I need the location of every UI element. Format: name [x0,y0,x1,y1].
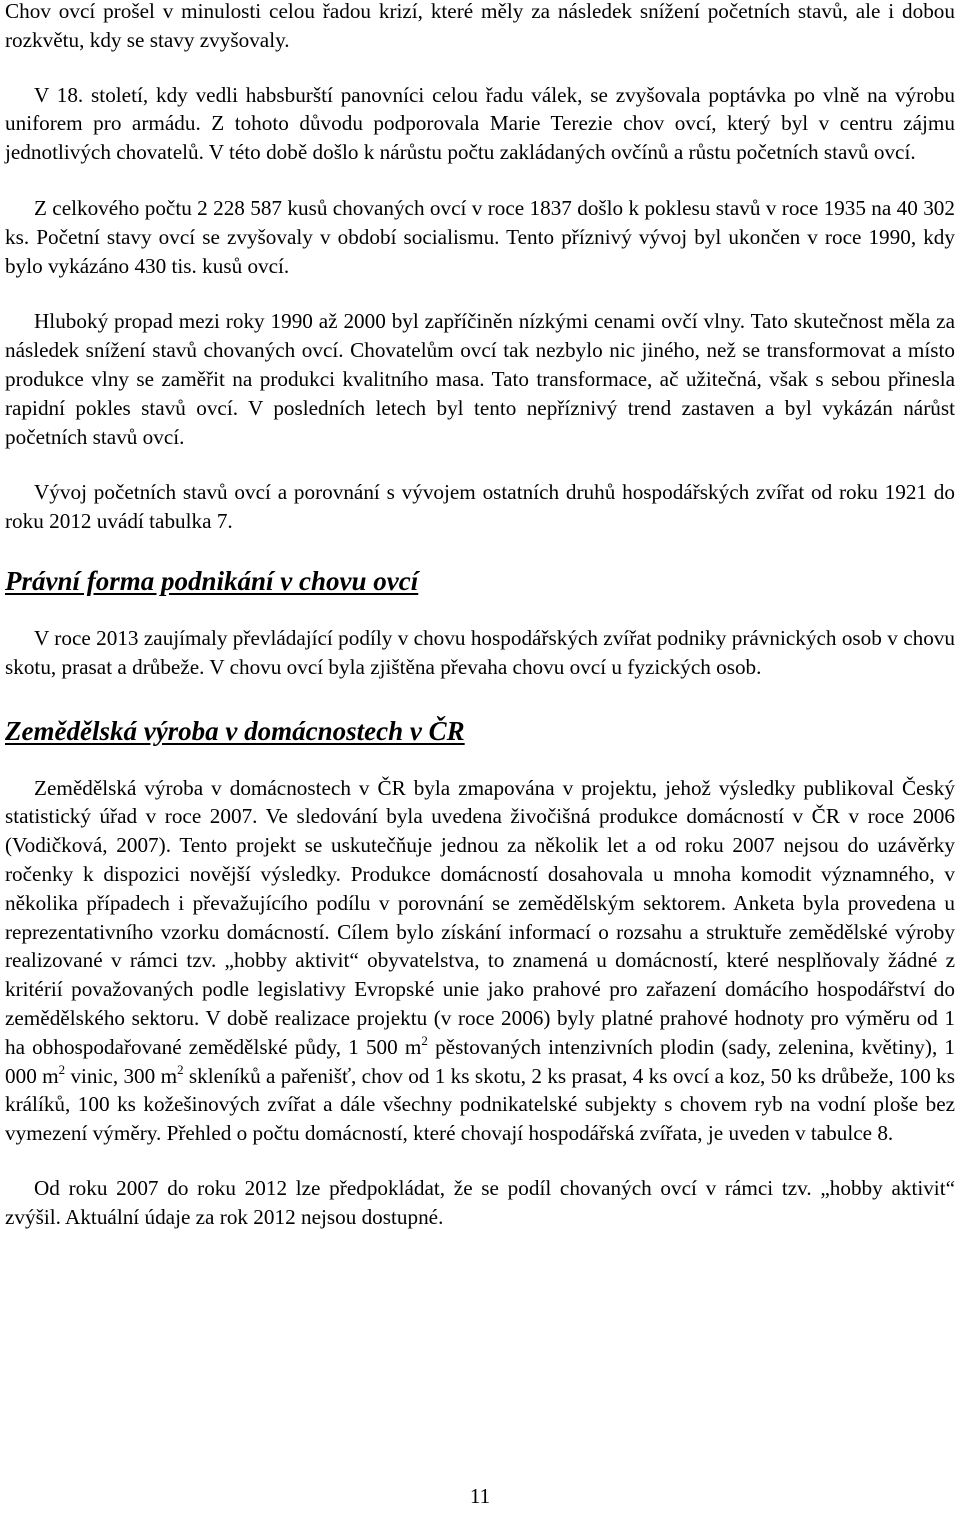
heading-legal-form: Právní forma podnikání v chovu ovcí [5,565,419,596]
paragraph-household-production [5,774,955,1148]
paragraph-sheep-history: Chov ovcí prošel v minulosti celou řadou krizí, které měly za následek snížení početních stavů, ale i dobou rozkvětu, kdy se stavy zvyšovaly. [5,0,955,52]
household-text-part-2: pěstovaných intenzivních plodin (sady, zelenina, květiny), 1 000 m [5,1034,956,1088]
paragraph-18th-century: V 18. století, kdy vedli habsburští panovníci celou řadu válek, se zvyšovala poptávka po vlně na výrobu uniforem pro armádu. Z tohoto důvodu podporovala Marie Terezie chov ovcí, který byl v centru zájmu jednotlivých chovatelů. V této době došlo k nárůstu počtu zakládaných ovčínů a růstu početních stavů ovcí. [5,82,955,165]
superscript-2: 2 [58,1061,66,1077]
paragraph-hobby-activities: Od roku 2007 do roku 2012 lze předpokládat, že se podíl chovaných ovcí v rámci tzv. „hobby aktivit“ zvýšil. Aktuální údaje za rok 2012 nejsou dostupné. [5,1175,955,1229]
paragraph-legal-form: V roce 2013 zaujímaly převládající podíly v chovu hospodářských zvířat podniky právnických osob v chovu skotu, prasat a drůbeže. V chovu ovcí byla zjištěna převaha chovu ovcí u fyzických osob. [5,625,955,679]
household-text-part-1: Zemědělská výroba v domácnostech v ČR byla zmapována v projektu, jehož výsledky publikoval Český statistický úřad v roce 2007. Ve sledování byla uvedena živočišná produkce domácností v ČR v roce 2006 (Vodičková, 2007). Tento projekt se uskutečňuje jednou za několik let a od roku 2007 nejsou do uzávěrky ročenky k dispozici novější výsledky. Produkce domácností dosahovala u mnoha komodit významného, v několika případech i převažujícího podílu v porovnání se zemědělským sektorem. Anketa byla provedena u reprezentativního vzorku domácností. Cílem bylo získání informací o rozsahu a struktuře zemědělské výroby realizované v rámci tzv. „hobby aktivit“ obyvatelstva, to znamená u domácností, které nesplňovaly žádné z kritérií považovaných podle legislativy Evropské unie jako prahové pro zařazení domácího hospodářství do zemědělského sektoru. V době realizace projektu (v roce 2006) byly platné prahové hodnoty pro výměru od 1 ha obhospodařované zemědělské půdy, 1 500 m [5,775,955,1059]
superscript-2: 2 [421,1032,428,1048]
paragraph-decline-1990-2000: Hluboký propad mezi roky 1990 až 2000 byl zapříčiněn nízkými cenami ovčí vlny. Tato skutečnost měla za následek snížení stavů chovaných ovcí. Chovatelům ovcí tak nezbylo nic jiného, než se transformovat a místo produkce vlny se zaměřit na produkci kvalitního masa. Tato transformace, ač užitečná, však s sebou přinesla rapidní pokles stavů ovcí. V posledních letech byl tento nepříznivý trend zastaven a byl vykázán nárůst početních stavů ovcí. [5,309,955,449]
household-text-part-3: vinic, 300 m [65,1063,178,1088]
heading-household-production: Zemědělská výroba v domácnostech v ČR [5,715,465,746]
superscript-2: 2 [177,1061,184,1077]
household-text-part-4: skleníků a pařenišť, chov od 1 ks skotu, 2 ks prasat, 4 ks ovcí a koz, 50 ks drůbeže, 100 ks králíků, 100 ks kožešinových zvířat a dále všechny podnikatelské subjekty s chovem ryb na vodní ploše bez vymezení výměry. Přehled o počtu domácností, které chovají hospodářská zvířata, je uveden v tabulce 8. [5,1063,955,1146]
paragraph-table-7-reference: Vývoj početních stavů ovcí a porovnání s vývojem ostatních druhů hospodářských zvířat od roku 1921 do roku 2012 uvádí tabulka 7. [5,480,955,534]
document-page [5,0,955,1232]
page-number: 11 [469,1484,491,1508]
paragraph-sheep-counts: Z celkového počtu 2 228 587 kusů chovaných ovcí v roce 1837 došlo k poklesu stavů v roce 1935 na 40 302 ks. Početní stavy ovcí se zvyšovaly v období socialismu. Tento příznivý vývoj byl ukončen v roce 1990, kdy bylo vykázáno 430 tis. kusů ovcí. [5,195,955,278]
